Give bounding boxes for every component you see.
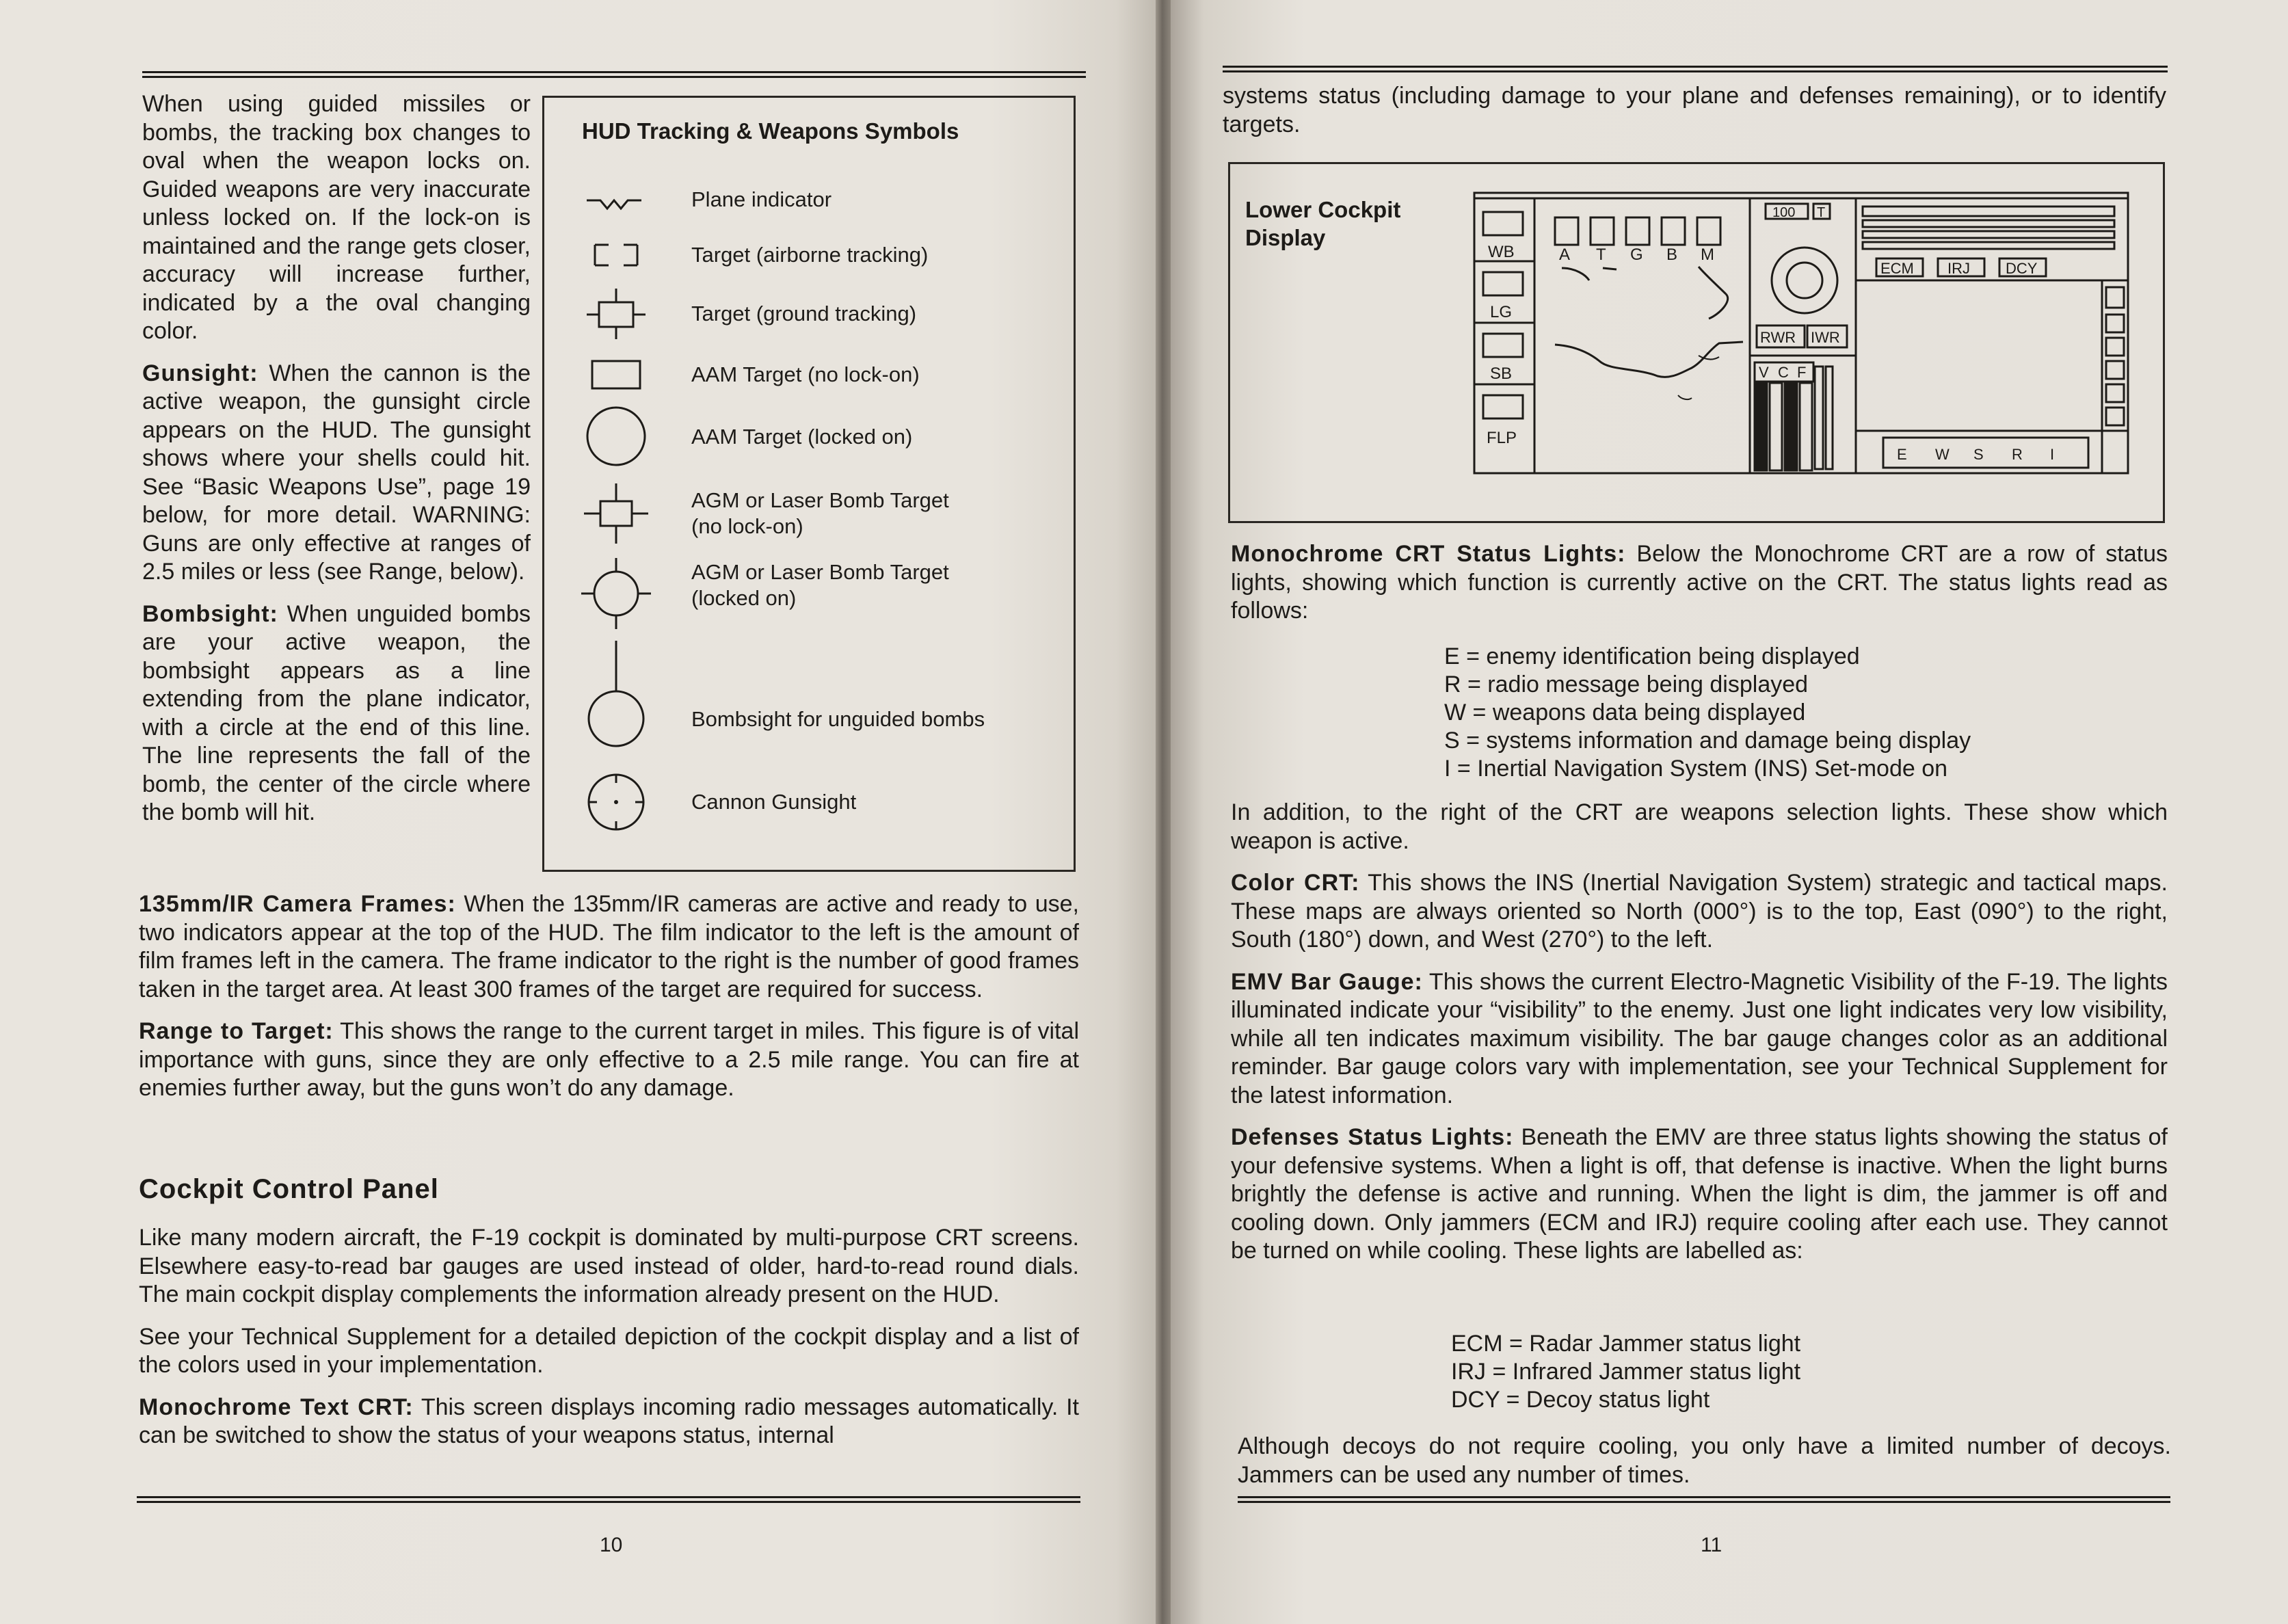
section-heading: Cockpit Control Panel (139, 1174, 439, 1204)
camera-heading: 135mm/IR Camera Frames: (139, 891, 456, 917)
cannon-gunsight-icon (578, 764, 654, 840)
hud-box-title: HUD Tracking & Weapons Symbols (582, 118, 959, 144)
ewsri-letter: I (2050, 446, 2055, 463)
ecm-label: ECM (1880, 260, 1914, 277)
symbol-row (544, 347, 1074, 402)
side-button-label: WB (1488, 243, 1515, 261)
symbol-row (544, 279, 1074, 347)
defenses-text: Beneath the EMV are three status lights showing the status of your defensive systems. When a light is off, that defense is inactive. When the light burns brightly the defense is active and running. When the light is dim, the jammer is off and cooling down. Only jammers (ECM and IRJ) require cooling after each use. They cannot be turned on while cooling. These lights are labelled as: (1231, 1124, 2168, 1264)
map-letter: T (1596, 245, 1606, 264)
color-crt-text: This shows the INS (Inertial Navigation System) strategic and tactical maps. These maps are always oriented so North (000°) is to the top, East (090°) to the right, South (180°) down, and West (270°) to the left. (1231, 870, 2168, 953)
defenses-heading: Defenses Status Lights: (1231, 1124, 1514, 1150)
color-crt-heading: Color CRT: (1231, 870, 1360, 896)
book-gutter (1156, 0, 1171, 1624)
map-letter: G (1630, 245, 1643, 264)
intro-paragraph: When using guided missiles or bombs, the tracking box changes to oval when the weapon locks on. Guided weapons are very inaccurate unless locked on. If the lock-on is maintained and the range gets closer, accuracy will increase further, indicated by a the oval changing color. (142, 91, 531, 344)
aam-target-no-lock-icon (578, 347, 654, 402)
bombsight-icon (578, 638, 654, 754)
status-def-i: I = Inertial Navigation System (INS) Set-mode on (1444, 756, 1948, 782)
symbol-row (544, 180, 1074, 221)
ewsri-letter: W (1935, 446, 1950, 463)
bombsight-paragraph (142, 600, 531, 827)
symbol-label: AGM or Laser Bomb Target (locked on) (691, 560, 949, 610)
symbol-label: AAM Target (locked on) (691, 425, 913, 449)
gunsight-paragraph (142, 360, 531, 587)
status-column (1231, 540, 2168, 639)
mono-text-heading: Monochrome Text CRT: (139, 1394, 414, 1420)
status-def-r: R = radio message being displayed (1444, 671, 1809, 697)
status-heading: Monochrome CRT Status Lights: (1231, 541, 1626, 567)
defense-def-ecm: ECM = Radar Jammer status light (1451, 1331, 1801, 1357)
emv-paragraph (1231, 968, 2168, 1110)
map-letter: M (1701, 245, 1714, 264)
top-label: 100 (1772, 205, 1796, 220)
rwr-label: RWR (1760, 329, 1796, 346)
lower-cockpit-diagram (1473, 191, 2129, 485)
bombsight-text: When unguided bombs are your active weapon, the bombsight appears as a line extending from the plane indicator, with a circle at the end of this line. The line represents the fall of the bomb, the center of the circle where the bomb will hit. (142, 600, 531, 825)
emv-text: This shows the current Electro-Magnetic Visibility of the F-19. The lights illuminated indicate your “visibility” to the enemy. Just one light indicates very low visibility, while all ten indicates maximum visibility. The bar gauge changes color as an additional reminder. Bar gauge colors vary with implementation, see your Technical Supplement for the latest information. (1231, 968, 2168, 1108)
continued-paragraph: systems status (including damage to your plane and defenses remaining), or to identify targets. (1223, 83, 2166, 137)
camera-text: When the 135mm/IR cameras are active and ready to use, two indicators appear at the top of the HUD. The film indicator to the left is the amount of film frames left in the camera. The frame indicator to the right is the number of good frames taken in the target area. At least 300 frames of the target are required for success. (139, 891, 1079, 1002)
map-letter: B (1666, 245, 1678, 264)
page-number: 11 (1701, 1534, 1722, 1556)
defenses-paragraph (1231, 1123, 2168, 1266)
emv-heading: EMV Bar Gauge: (1231, 968, 1423, 995)
top-rule (142, 71, 1086, 78)
symbol-label: Plane indicator (691, 187, 832, 211)
cockpit-column (139, 1224, 1079, 1464)
agm-target-no-lock-icon (578, 474, 654, 553)
symbol-row (544, 764, 1074, 840)
range-text: This shows the range to the current target in miles. This figure is of vital importance with guns, since they are only effective to a 2.5 mile range. You can fire at enemies further away, but the guns won’t do any damage. (139, 1018, 1079, 1101)
page-number: 10 (600, 1534, 623, 1556)
panel-label: Lower Cockpit Display (1245, 197, 1401, 250)
symbol-row (544, 231, 1074, 279)
status-def-w: W = weapons data being displayed (1444, 700, 1806, 726)
status-paragraph (1231, 540, 2168, 626)
aam-target-locked-icon (578, 399, 654, 474)
symbol-label: Target (airborne tracking) (691, 243, 929, 267)
vcf-label: V (1759, 364, 1769, 381)
side-button-label: FLP (1487, 429, 1517, 447)
continued-column (1223, 82, 2166, 152)
cockpit-display-figure (1228, 162, 2165, 523)
target-airborne-icon (578, 231, 654, 279)
side-button-label: SB (1490, 364, 1513, 383)
bottom-rule (137, 1496, 1080, 1503)
symbol-row (544, 638, 1074, 754)
symbol-row (544, 399, 1074, 474)
symbol-label: AAM Target (no lock-on) (691, 362, 920, 386)
symbol-row (544, 474, 1074, 553)
symbol-label: Target (ground tracking) (691, 302, 917, 325)
defense-def-dcy: DCY = Decoy status light (1451, 1387, 1710, 1413)
vcf-label: F (1797, 364, 1807, 381)
symbol-label: Bombsight for unguided bombs (691, 707, 985, 731)
ewsri-letter: R (2012, 446, 2023, 463)
main-right-column (1231, 799, 2168, 1279)
vcf-label: C (1778, 364, 1789, 381)
symbol-label: Cannon Gunsight (691, 790, 857, 814)
iwr-label: IWR (1811, 329, 1840, 346)
side-button-label: LG (1490, 303, 1513, 321)
camera-paragraph (139, 890, 1079, 1004)
defense-definitions (1451, 1330, 1800, 1414)
map-letter: A (1559, 245, 1571, 264)
color-crt-paragraph (1231, 869, 2168, 955)
mono-text-paragraph (139, 1394, 1079, 1450)
lower-column (139, 890, 1079, 1117)
status-definitions (1444, 643, 1971, 783)
ewsri-letter: S (1973, 446, 1984, 463)
range-heading: Range to Target: (139, 1018, 334, 1044)
symbol-label: AGM or Laser Bomb Target (no lock-on) (691, 488, 949, 538)
status-def-s: S = systems information and damage being display (1444, 728, 1971, 754)
status-text: Below the Monochrome CRT are a row of status lights, showing which function is currently active on the CRT. The status lights read as follows: (1231, 541, 2168, 624)
hud-symbols-box (542, 96, 1076, 872)
dcy-label: DCY (2006, 260, 2038, 277)
agm-target-locked-icon (578, 553, 654, 635)
target-ground-icon (578, 279, 654, 347)
mono-text-text: This screen displays incoming radio messages automatically. It can be switched to show the status of your weapons status, internal (139, 1394, 1079, 1448)
cockpit-paragraph-2: See your Technical Supplement for a detailed depiction of the cockpit display and a list of the colors used in your implementation. (139, 1323, 1079, 1378)
gunsight-text: When the cannon is the active weapon, the gunsight circle appears on the HUD. The gunsight shows where your shells could hit. See “Basic Weapons Use”, page 19 below, for more detail. WARNING: Guns are only effective at ranges of 2.5 miles or less (see Range, below). (142, 360, 531, 585)
gunsight-heading: Gunsight: (142, 360, 258, 386)
addition-paragraph: In addition, to the right of the CRT are weapons selection lights. These show which weapon is active. (1231, 799, 2168, 854)
cockpit-paragraph-1: Like many modern aircraft, the F-19 cockpit is dominated by multi-purpose CRT screens. Elsewhere easy-to-read bar gauges are used instead of older, hard-to-read round dials. The main cockpit display complements the information already present on the HUD. (139, 1225, 1079, 1307)
decoy-paragraph: Although decoys do not require cooling, you only have a limited number of decoys. Jammers can be used any number of times. (1238, 1433, 2171, 1488)
irj-label: IRJ (1947, 260, 1970, 277)
symbol-row (544, 553, 1074, 635)
top-label: T (1817, 205, 1826, 220)
right-page (1171, 0, 2288, 1624)
ewsri-letter: E (1897, 446, 1907, 463)
defense-def-irj: IRJ = Infrared Jammer status light (1451, 1359, 1801, 1385)
bombsight-heading: Bombsight: (142, 600, 278, 627)
plane-indicator-icon (578, 180, 654, 221)
top-rule (1223, 66, 2168, 72)
bottom-rule (1238, 1496, 2170, 1503)
status-def-e: E = enemy identification being displayed (1444, 643, 1860, 669)
range-paragraph (139, 1017, 1079, 1103)
decoy-column (1238, 1433, 2171, 1503)
intro-column (142, 90, 531, 841)
